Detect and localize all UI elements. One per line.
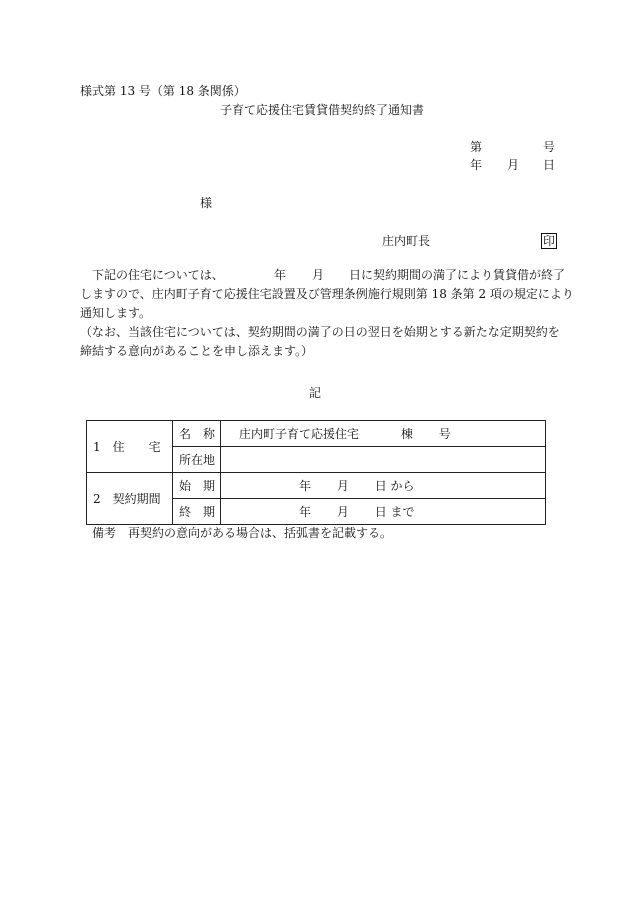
date-year: 年	[470, 158, 483, 172]
body-line3: 通知します。	[80, 306, 152, 320]
doc-number-go: 号	[543, 140, 556, 154]
details-table	[86, 420, 546, 525]
body-line1-end: 日に契約期間の満了により賃貸借が終了	[349, 268, 566, 282]
unit-label: 号	[438, 427, 451, 441]
end-value-cell	[221, 499, 546, 525]
end-year: 年	[299, 505, 312, 519]
name-value-cell	[221, 421, 546, 447]
name-label: 名 称	[173, 421, 221, 447]
start-label: 始 期	[173, 473, 221, 499]
start-day: 日 から	[374, 479, 415, 493]
end-day: 日 まで	[374, 505, 415, 519]
seal-mark: 印	[543, 234, 556, 248]
end-label: 終 期	[173, 499, 221, 525]
start-month: 月	[336, 479, 349, 493]
start-year: 年	[299, 479, 312, 493]
sender-title: 庄内町長	[382, 234, 431, 248]
address-label: 所在地	[173, 447, 221, 473]
building-label: 棟	[400, 427, 413, 441]
body-line1-start: 下記の住宅については、	[92, 268, 224, 282]
address-value	[221, 447, 546, 473]
date-month: 月	[507, 158, 520, 172]
body-paragraph	[80, 266, 580, 361]
body-month: 月	[312, 268, 325, 282]
table-row-name	[87, 421, 546, 447]
addressee-suffix: 様	[200, 196, 213, 210]
note-line2: 締結する意向があることを申し添えます。）	[80, 344, 314, 358]
doc-number-dai: 第	[470, 140, 483, 154]
housing-label: 1 住 宅	[87, 421, 173, 473]
document-title: 子育て応援住宅賃貸借契約終了通知書	[220, 103, 425, 117]
end-month: 月	[336, 505, 349, 519]
date-day: 日	[543, 158, 556, 172]
name-value: 庄内町子育て応援住宅	[239, 427, 360, 441]
note-line1: （なお、当該住宅については、契約期間の満了の日の翌日を始期とする新たな定期契約を	[80, 325, 560, 339]
period-label: 2 契約期間	[87, 473, 173, 525]
ki-heading: 記	[309, 386, 322, 400]
remarks: 備考 再契約の意向がある場合は、括弧書を記載する。	[92, 526, 393, 540]
start-value-cell	[221, 473, 546, 499]
body-year: 年	[274, 268, 287, 282]
body-line2: しますので、庄内町子育て応援住宅設置及び管理条例施行規則第 18 条第 2 項の規定により	[80, 287, 574, 301]
table-row-start	[87, 473, 546, 499]
form-number: 様式第 13 号（第 18 条関係）	[80, 84, 246, 98]
